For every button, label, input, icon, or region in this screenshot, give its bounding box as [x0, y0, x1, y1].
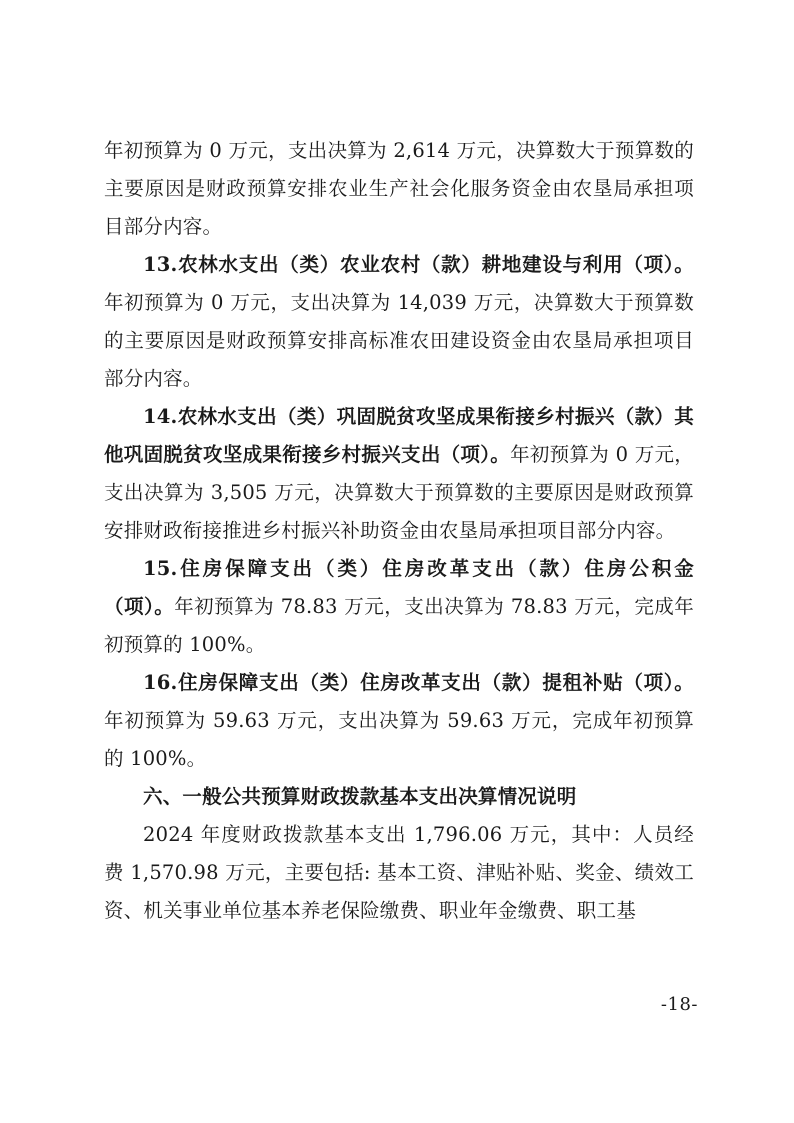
paragraph-2-text: 年初预算为 0 万元，支出决算为 14,039 万元，决算数大于预算数的主要原因是财政预算安排高标准农田建设资金由农垦局承担项目部分内容。	[104, 291, 694, 390]
paragraph-5-lead: 16.住房保障支出（类）住房改革支出（款）提租补贴（项）。	[143, 671, 694, 694]
paragraph-2	[104, 246, 694, 398]
paragraph-4	[104, 550, 694, 664]
paragraph-3	[104, 398, 694, 550]
document-body	[104, 132, 694, 930]
paragraph-3-text: 年初预算为 0 万元，支出决算为 3,505 万元，决算数大于预算数的主要原因是财政预算安排财政衔接推进乡村振兴补助资金由农垦局承担项目部分内容。	[104, 443, 694, 542]
paragraph-6-text: 2024 年度财政拨款基本支出 1,796.06 万元，其中：人员经费 1,570.98 万元，主要包括: 基本工资、津贴补贴、奖金、绩效工资、机关事业单位基本养老保险缴费、职业年金缴费、职工基	[104, 823, 694, 922]
paragraph-1-text: 年初预算为 0 万元，支出决算为 2,614 万元，决算数大于预算数的主要原因是财政预算安排农业生产社会化服务资金由农垦局承担项目部分内容。	[104, 139, 694, 238]
paragraph-4-text: 年初预算为 78.83 万元，支出决算为 78.83 万元，完成年初预算的 100%。	[104, 595, 694, 656]
paragraph-3-lead: 14.农林水支出（类）巩固脱贫攻坚成果衔接乡村振兴（款）其他巩固脱贫攻坚成果衔接乡村振兴支出（项）。	[104, 405, 694, 466]
paragraph-2-lead: 13.农林水支出（类）农业农村（款）耕地建设与利用（项）。	[143, 253, 694, 276]
page-number: -18-	[660, 994, 698, 1015]
section-heading-text: 六、一般公共预算财政拨款基本支出决算情况说明	[143, 785, 577, 808]
section-heading	[104, 778, 694, 816]
paragraph-1	[104, 132, 694, 246]
paragraph-5-text: 年初预算为 59.63 万元，支出决算为 59.63 万元，完成年初预算的 100%。	[104, 709, 694, 770]
paragraph-4-lead: 15.住房保障支出（类）住房改革支出（款）住房公积金（项）。	[104, 557, 694, 618]
paragraph-5	[104, 664, 694, 778]
paragraph-6	[104, 816, 694, 930]
